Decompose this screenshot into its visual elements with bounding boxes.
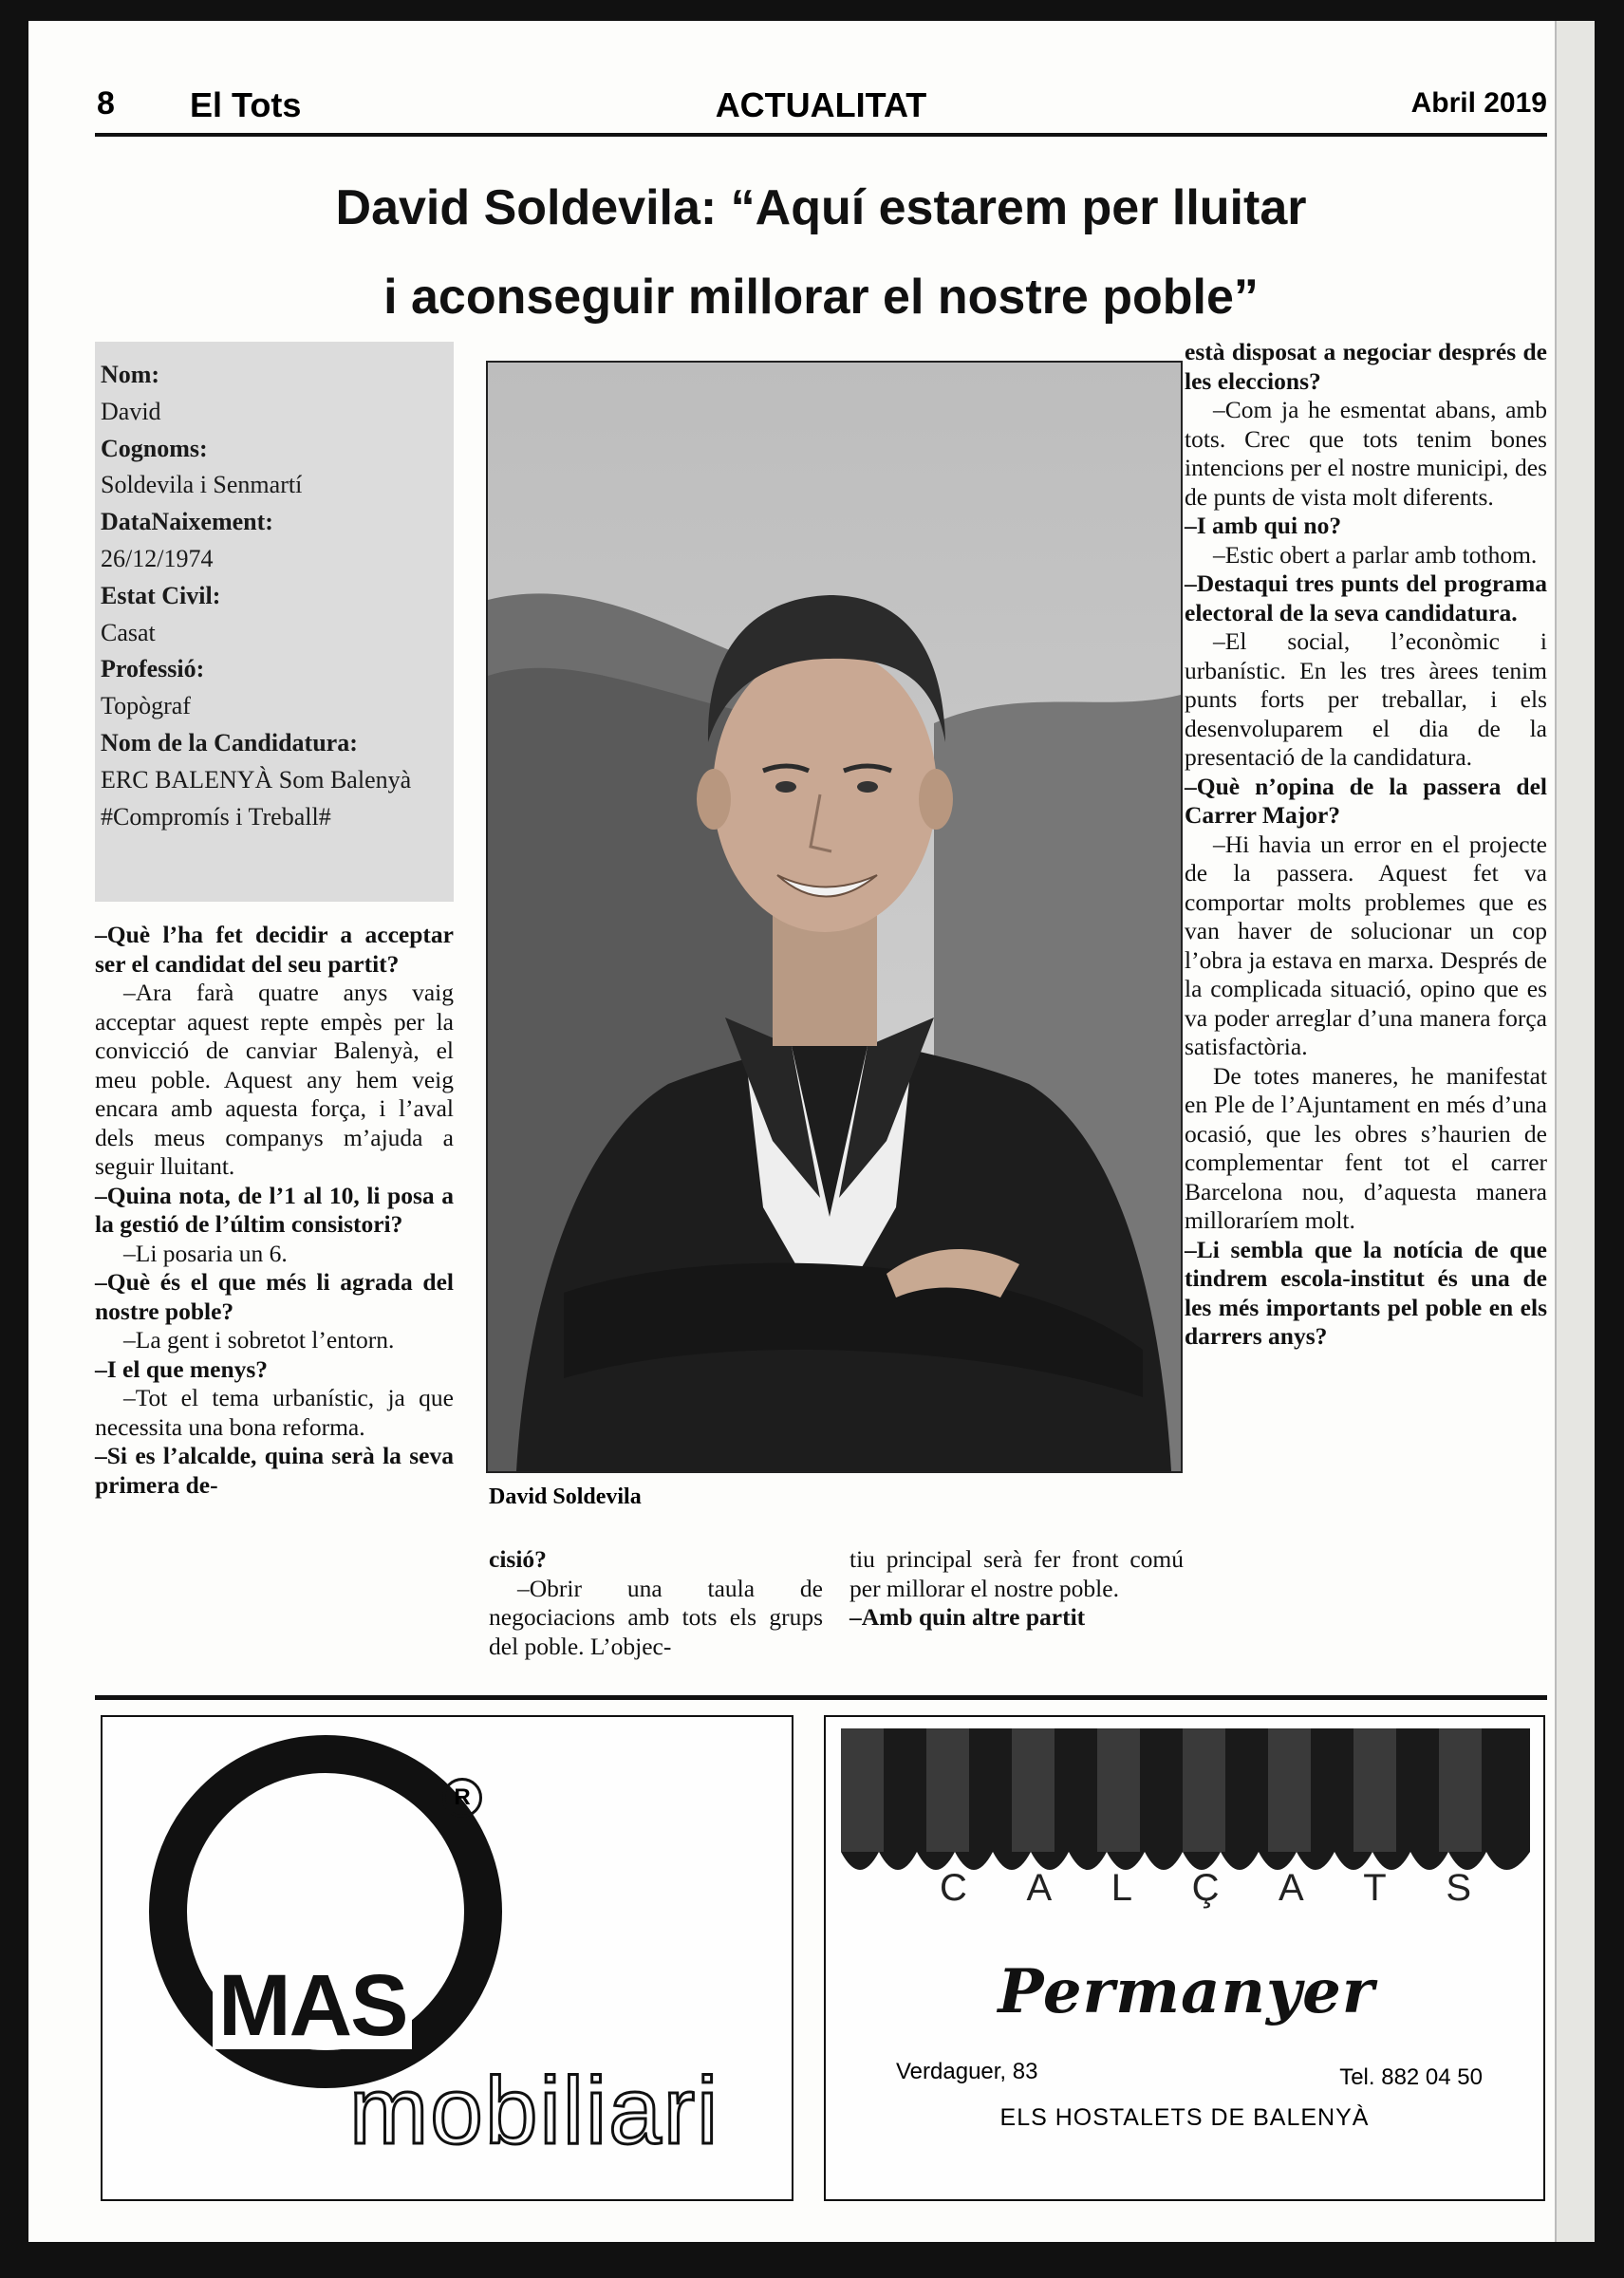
interview-question: –Amb quin altre partit [849, 1603, 1086, 1631]
interview-answer: –Tot el tema urbanístic, ja que necessita una bona reforma. [95, 1384, 454, 1441]
publication-name: El Tots [190, 85, 302, 124]
headline-line-1: David Soldevila: “Aquí estarem per lluitar [335, 180, 1307, 235]
section-title: ACTUALITAT [715, 85, 927, 124]
interview-question: –Quina nota, de l’1 al 10, li posa a la gestió de l’últim consistori? [95, 1181, 454, 1238]
profile-label-birth: DataNaixement: [101, 508, 273, 536]
ad-calcats-permanyer [824, 1715, 1545, 2201]
interview-answer: –Obrir una taula de negociacions amb tots els grups del poble. L’objec- [489, 1574, 823, 1660]
interview-question: cisió? [489, 1545, 547, 1573]
permanyer-phone: Tel. 882 04 50 [1339, 2064, 1483, 2090]
header-rule [95, 133, 1547, 137]
photo-caption: David Soldevila [489, 1484, 642, 1509]
interview-column-4 [1185, 338, 1547, 1352]
profile-value-surnames: Soldevila i Senmartí [101, 471, 303, 499]
mas-tagline: mobiliari [349, 2058, 720, 2164]
page-header [95, 85, 1547, 127]
ad-mas-mobiliari [101, 1715, 793, 2201]
registered-mark-icon: R [442, 1778, 482, 1818]
newspaper-page [28, 21, 1595, 2242]
interview-question: –Destaqui tres punts del programa electoral de la seva candidatura. [1185, 570, 1547, 626]
interview-answer: –Estic obert a parlar amb tothom. [1213, 540, 1538, 569]
interview-question: –Què és el que més li agrada del nostre poble? [95, 1268, 454, 1325]
page-edge [1555, 21, 1595, 2242]
awning-letter: L [1111, 1867, 1132, 1909]
interview-answer: –El social, l’econòmic i urbanístic. En les tres àrees tenim punts forts per treballar, i els desenvoluparem el dia de la presentació de la candidatura. [1185, 627, 1547, 771]
profile-label-profession: Professió: [101, 655, 205, 683]
awning-letter: S [1446, 1867, 1471, 1909]
issue-date: Abril 2019 [1410, 87, 1547, 119]
interview-answer: –La gent i sobretot l’entorn. [123, 1326, 395, 1354]
interview-column-2 [489, 1545, 823, 1661]
permanyer-brand: Permanyer [998, 1956, 1375, 2027]
permanyer-town: ELS HOSTALETS DE BALENYÀ [999, 2104, 1370, 2131]
awning-text [940, 1867, 1471, 1910]
interview-answer: –Hi havia un error en el projecte de la passera. Aquest fet va comportar molts problemes que es van haver de solucionar un cop l’obra ja estava en marxa. Després de la complicada situació, opino que es va poder arreglar d’una manera força satisfactòria. [1185, 830, 1547, 1060]
profile-value-birth: 26/12/1974 [101, 544, 214, 572]
profile-label-civil: Estat Civil: [101, 581, 221, 609]
awning-letter: Ç [1191, 1867, 1220, 1909]
interview-column-1 [95, 921, 454, 1500]
awning-icon [841, 1728, 1530, 1890]
interview-question: –Què l’ha fet decidir a acceptar ser el candidat del seu partit? [95, 921, 454, 978]
profile-label-surnames: Cognoms: [101, 434, 208, 462]
permanyer-address: Verdaguer, 83 [896, 2059, 1038, 2084]
profile-label-candidacy: Nom de la Candidatura: [101, 728, 358, 756]
profile-label-name: Nom: [101, 361, 160, 388]
page-number: 8 [97, 85, 115, 121]
awning-letter: A [1279, 1867, 1304, 1909]
interview-answer: De totes maneres, he manifestat en Ple de l’Ajuntament en més d’una ocasió, que les obres s’haurien de complementar fent tot el carrer Barcelona nou, d’aquesta manera milloraríem molt. [1185, 1061, 1547, 1234]
candidate-photo [486, 361, 1183, 1473]
interview-question: –Què n’opina de la passera del Carrer Major? [1185, 772, 1547, 829]
interview-answer: –Ara farà quatre anys vaig acceptar aquest repte empès per la convicció de canviar Balenyà, el meu poble. Aquest any hem veig encara amb aquesta força, i l’aval dels meus companys m’ajuda a seguir lluitant. [95, 979, 454, 1180]
awning-letter: A [1026, 1867, 1053, 1909]
interview-question: està disposat a negociar després de les eleccions? [1185, 338, 1547, 395]
awning-letter: C [940, 1867, 967, 1909]
article-headline [95, 163, 1547, 342]
interview-question: –Si es l’alcalde, quina serà la seva primera de- [95, 1442, 454, 1499]
interview-answer: –Li posaria un 6. [123, 1239, 288, 1267]
headline-line-2: i aconseguir millorar el nostre poble” [383, 270, 1259, 325]
mas-logo-text: MAS [213, 1962, 412, 2049]
candidate-profile-box [95, 342, 454, 902]
interview-answer: –Com ja he esmentat abans, amb tots. Crec que tots tenim bones intencions per el nostre municipi, des de punts de vista molt diferents. [1185, 396, 1547, 511]
ads-divider-rule [95, 1695, 1547, 1700]
profile-value-candidacy: ERC BALENYÀ Som Balenyà #Compromís i Treball# [101, 765, 412, 831]
awning-letter: T [1363, 1867, 1387, 1909]
profile-value-name: David [101, 397, 161, 425]
interview-answer: tiu principal serà fer front comú per millorar el nostre poble. [849, 1545, 1184, 1602]
interview-question: –Li sembla que la notícia de que tindrem escola-institut és una de les més importants pel poble en els darrers anys? [1185, 1235, 1547, 1350]
portrait-illustration [488, 363, 1181, 1471]
profile-value-civil: Casat [101, 618, 156, 646]
interview-question: –I el que menys? [95, 1354, 269, 1383]
interview-column-3 [849, 1545, 1184, 1633]
profile-value-profession: Topògraf [101, 692, 191, 720]
interview-question: –I amb qui no? [1185, 512, 1342, 539]
